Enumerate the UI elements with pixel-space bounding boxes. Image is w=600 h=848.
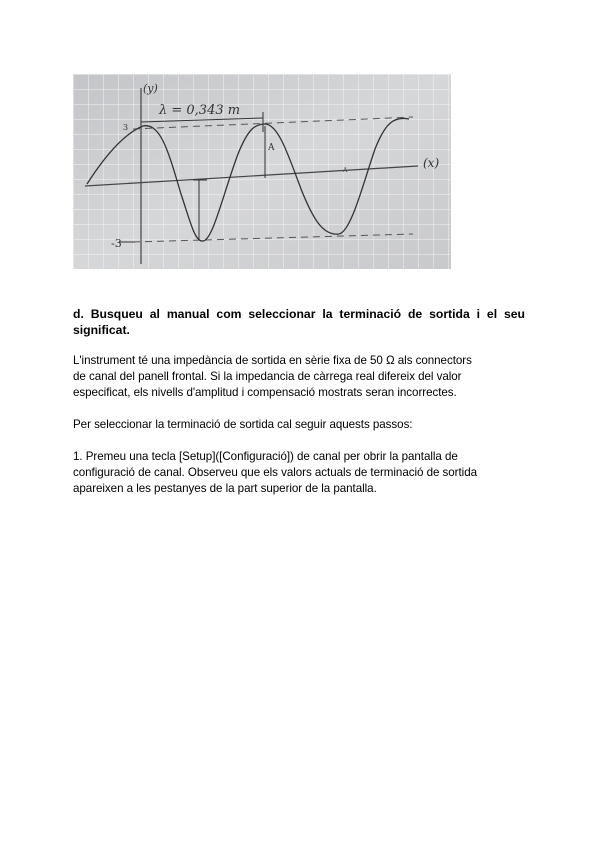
section-heading: d. Busqueu al manual com seleccionar la terminació de sortida i el seu significat. xyxy=(73,307,525,337)
y-axis-label: (y) xyxy=(143,82,158,95)
paragraph-line: L'instrument té una impedància de sortida en sèrie fixa de 50 Ω als connectors xyxy=(73,354,472,367)
bottom-value: -3 xyxy=(111,237,122,250)
wavelength-label: λ = 0,343 m xyxy=(159,103,241,118)
paragraph-step-1 xyxy=(73,449,525,498)
sine-wave-photo xyxy=(73,74,451,269)
sine-wave-sketch xyxy=(73,74,451,269)
amplitude-label: A xyxy=(268,143,275,153)
x-axis-label: (x) xyxy=(423,156,440,170)
paragraph-line: Per seleccionar la terminació de sortida cal seguir aquests passos: xyxy=(73,418,413,431)
paragraph-impedance xyxy=(73,353,525,402)
amplitude-label-2: A xyxy=(343,167,348,174)
paragraph-line: de canal del panell frontal. Si la impedancia de càrrega real difereix del valor xyxy=(73,370,462,384)
paragraph-line: 1. Premeu una tecla [Setup]([Configuració]) de canal per obrir la pantalla de xyxy=(73,450,458,463)
paragraph-line: configuració de canal. Observeu que els valors actuals de terminació de sortida xyxy=(73,466,477,480)
paragraph-steps-intro xyxy=(73,417,525,433)
paragraph-line: especificat, els nivells d'amplitud i compensació mostrats seran incorrectes. xyxy=(73,386,457,400)
paragraph-line: apareixen a les pestanyes de la part superior de la pantalla. xyxy=(73,482,377,496)
top-value: 3 xyxy=(123,123,129,132)
